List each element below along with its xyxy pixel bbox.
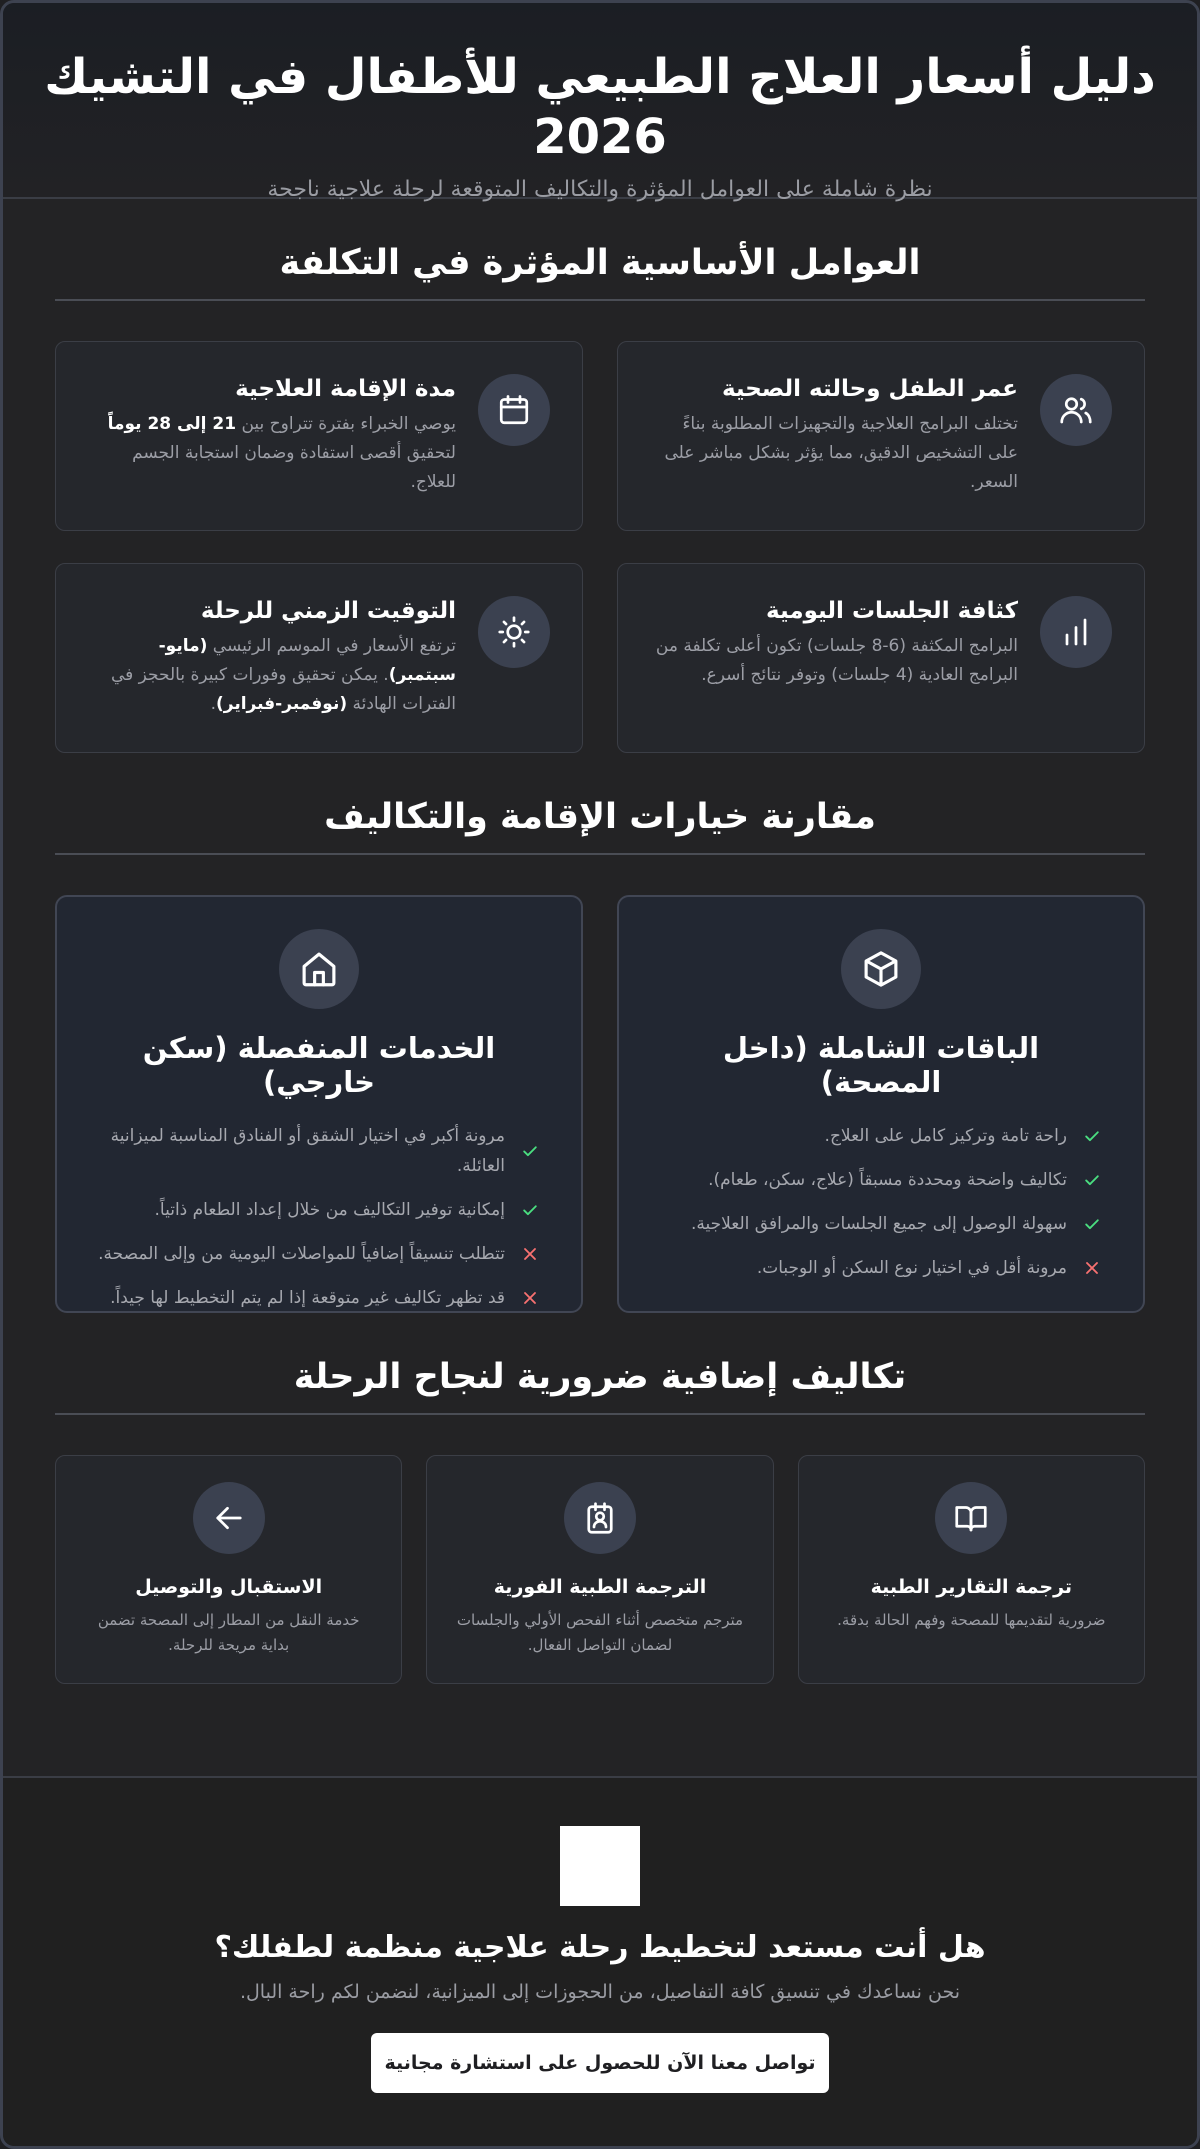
compare-section xyxy=(3,753,1197,1313)
factors-grid xyxy=(55,341,1145,753)
list-item: إمكانية توفير التكاليف من خلال إعداد الطعام ذاتياً. xyxy=(97,1195,541,1225)
extras-title: تكاليف إضافية ضرورية لنجاح الرحلة xyxy=(55,1313,1145,1415)
contact-button[interactable]: تواصل معنا الآن للحصول على استشارة مجانية xyxy=(371,2033,829,2093)
extras-section xyxy=(3,1313,1197,1684)
list-item: تتطلب تنسيقاً إضافياً للمواصلات اليومية من وإلى المصحة. xyxy=(97,1239,541,1269)
sun-icon xyxy=(478,596,550,668)
compare-list xyxy=(659,1121,1103,1283)
extra-card-title: الترجمة الطبية الفورية xyxy=(493,1576,707,1598)
compare-grid xyxy=(55,895,1145,1313)
factor-description: تختلف البرامج العلاجية والتجهيزات المطلوبة بناءً على التشخيص الدقيق، مما يؤثر بشكل مباشر على السعر. xyxy=(664,414,1018,492)
users-icon xyxy=(1040,374,1112,446)
extra-card-title: ترجمة التقارير الطبية xyxy=(870,1576,1073,1598)
factors-title: العوامل الأساسية المؤثرة في التكلفة xyxy=(55,199,1145,301)
factor-card-stay-duration xyxy=(55,341,583,531)
arrow-left-icon xyxy=(193,1482,265,1554)
factor-title: عمر الطفل وحالته الصحية xyxy=(721,376,1018,402)
extra-card-report-translation xyxy=(798,1455,1145,1684)
compare-card-title: الباقات الشاملة (داخل المصحة) xyxy=(722,1031,1040,1099)
cross-icon xyxy=(519,1244,541,1264)
page-subtitle: نظرة شاملة على العوامل المؤثرة والتكاليف المتوقعة لرحلة علاجية ناجحة xyxy=(267,177,933,202)
extra-card-title: الاستقبال والتوصيل xyxy=(135,1576,323,1598)
calendar-icon xyxy=(478,374,550,446)
check-icon xyxy=(1081,1170,1103,1190)
list-item: مرونة أقل في اختيار نوع السكن أو الوجبات. xyxy=(659,1253,1103,1283)
extra-card-interpreter xyxy=(426,1455,773,1684)
cross-icon xyxy=(1081,1258,1103,1278)
compare-card-all-inclusive xyxy=(617,895,1145,1313)
factors-section xyxy=(3,199,1197,753)
compare-card-separate-services xyxy=(55,895,583,1313)
factor-description: يوصي الخبراء بفترة تتراوح بين 21 إلى 28 يوماً لتحقيق أقصى استفادة وضمان استجابة الجسم للعلاج. xyxy=(107,414,456,492)
extras-grid xyxy=(55,1455,1145,1684)
factor-title: مدة الإقامة العلاجية xyxy=(235,376,456,402)
cta-text: نحن نساعدك في تنسيق كافة التفاصيل، من الحجوزات إلى الميزانية، لنضمن لكم راحة البال. xyxy=(239,1981,961,2003)
list-item: سهولة الوصول إلى جميع الجلسات والمرافق العلاجية. xyxy=(659,1209,1103,1239)
home-icon xyxy=(279,929,359,1009)
extra-card-transfer xyxy=(55,1455,402,1684)
check-icon xyxy=(519,1141,541,1161)
cta-title: هل أنت مستعد لتخطيط رحلة علاجية منظمة لطفلك؟ xyxy=(214,1930,986,1965)
extra-card-text: خدمة النقل من المطار إلى المصحة تضمن بداية مريحة للرحلة. xyxy=(97,1611,360,1654)
check-icon xyxy=(1081,1126,1103,1146)
check-icon xyxy=(519,1200,541,1220)
list-item: مرونة أكبر في اختيار الشقق أو الفنادق المناسبة لميزانية العائلة. xyxy=(97,1121,541,1181)
list-item: قد تظهر تكاليف غير متوقعة إذا لم يتم التخطيط لها جيداً. xyxy=(97,1283,541,1313)
list-item: راحة تامة وتركيز كامل على العلاج. xyxy=(659,1121,1103,1151)
bar-chart-icon xyxy=(1040,596,1112,668)
hero-header xyxy=(3,3,1197,202)
id-badge-icon xyxy=(564,1482,636,1554)
factor-card-child-age xyxy=(617,341,1145,531)
factor-description: ترتفع الأسعار في الموسم الرئيسي (مايو-سبتمبر). يمكن تحقيق وفورات كبيرة بالحجز في الفترات الهادئة (نوفمبر-فبراير). xyxy=(110,636,456,714)
book-open-icon xyxy=(935,1482,1007,1554)
factor-description: البرامج المكثفة (6-8 جلسات) تكون أعلى تكلفة من البرامج العادية (4 جلسات) وتوفر نتائج أسرع. xyxy=(655,636,1018,685)
cross-icon xyxy=(519,1288,541,1308)
extra-card-text: مترجم متخصص أثناء الفحص الأولي والجلسات لضمان التواصل الفعال. xyxy=(456,1611,744,1654)
factor-card-trip-timing xyxy=(55,563,583,753)
factor-title: كثافة الجلسات اليومية xyxy=(766,598,1018,624)
compare-list xyxy=(97,1121,541,1313)
list-item: تكاليف واضحة ومحددة مسبقاً (علاج، سكن، طعام). xyxy=(659,1165,1103,1195)
page-title: دليل أسعار العلاج الطبيعي للأطفال في التشيك 2026 xyxy=(44,49,1156,165)
extra-card-text: ضرورية لتقديمها للمصحة وفهم الحالة بدقة. xyxy=(837,1611,1106,1629)
package-icon xyxy=(841,929,921,1009)
check-icon xyxy=(1081,1214,1103,1234)
compare-card-title: الخدمات المنفصلة (سكن خارجي) xyxy=(142,1031,496,1099)
cta-section xyxy=(3,1776,1197,2146)
logo-placeholder xyxy=(560,1826,640,1906)
compare-title: مقارنة خيارات الإقامة والتكاليف xyxy=(55,753,1145,855)
factor-title: التوقيت الزمني للرحلة xyxy=(200,598,456,624)
factor-card-session-intensity xyxy=(617,563,1145,753)
